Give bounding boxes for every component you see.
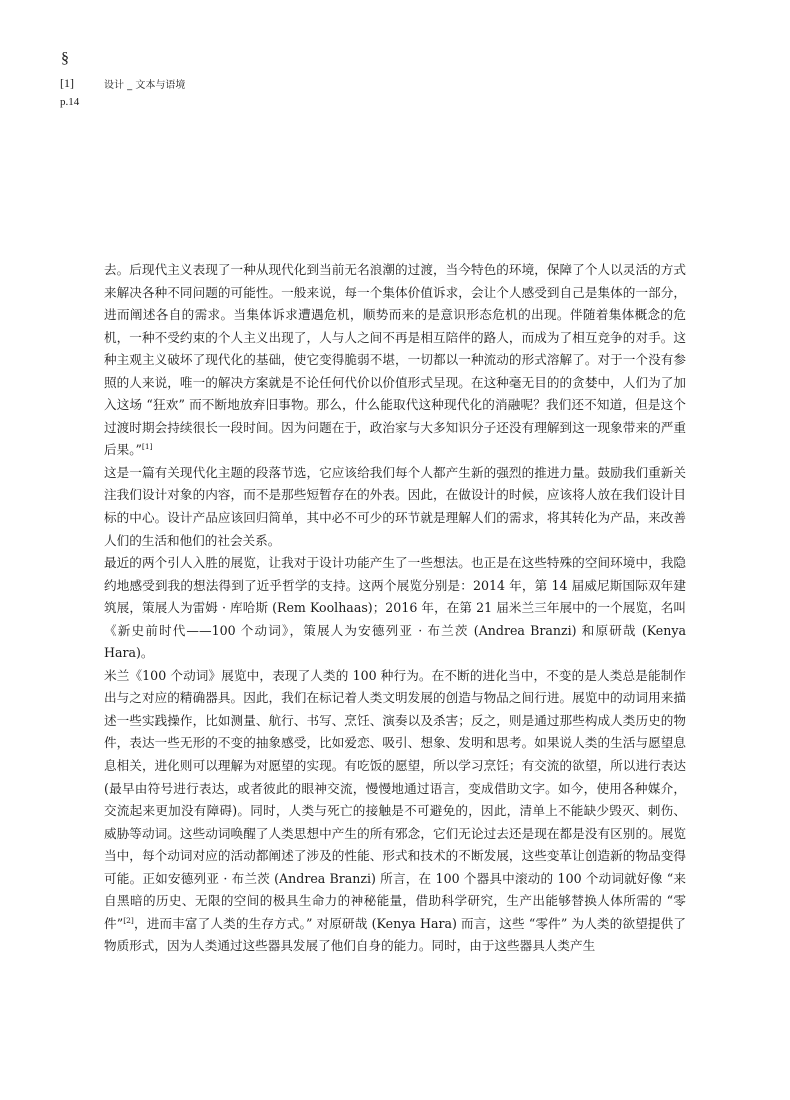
- paragraph: 这是一篇有关现代化主题的段落节选，它应该给我们每个人都产生新的强烈的推进力量。鼓励我们重新关注我们设计对象的内容，而不是那些短暂存在的外表。因此，在做设计的时候，应该将人放在我们设计目标的中心。设计产品应该回归简单，其中必不可少的环节就是理解人们的需求，将其转化为产品，来改善人们的生活和他们的社会关系。: [104, 464, 686, 548]
- paragraph: [104, 665, 686, 958]
- paragraph-text: ，进而丰富了人类的生存方式。” 对原研哉 (Kenya Hara) 而言，这些 “零件” 为人类的欲望提供了物质形式，因为人类通过这些器具发展了他们自身的能力。同时，由于这些器具人类产生: [104, 915, 686, 954]
- body-text: [104, 259, 686, 958]
- section-mark: §: [61, 50, 69, 67]
- footnote-marker[interactable]: [1]: [141, 442, 153, 452]
- page-number: p.14: [60, 96, 80, 108]
- running-head: 设计 _ 文本与语境: [104, 80, 186, 91]
- paragraph: [104, 259, 686, 462]
- paragraph: 最近的两个引人入胜的展览，让我对于设计功能产生了一些想法。也正是在这些特殊的空间环境中，我隐约地感受到我的想法得到了近乎哲学的支持。这两个展览分别是：2014 年，第 14 届威尼斯国际双年建筑展，策展人为雷姆 · 库哈斯 (Rem Koolhaas)；2016 年，在第 21 届米兰三年展中的一个展览，名叫《新史前时代——100 个动词》，策展人为安德列亚 · 布兰茨 (Andrea Branzi) 和原研哉 (Kenya Hara)。: [104, 555, 686, 661]
- paragraph-text: 去。后现代主义表现了一种从现代化到当前无名浪潮的过渡，当今特色的环境，保障了个人以灵活的方式来解决各种不同问题的可能性。一般来说，每一个集体价值诉求，会让个人感受到自己是集体的一部分，进而阐述各自的需求。当集体诉求遭遇危机，顺势而来的是意识形态危机的出现。伴随着集体概念的危机，一种不受约束的个人主义出现了，人与人之间不再是相互陪伴的路人，而成为了相互竞争的对手。这种主观主义破坏了现代化的基础，使它变得脆弱不堪，一切都以一种流动的形式溶解了。对于一个没有参照的人来说，唯一的解决方案就是不论任何代价以价值形式呈现。在这种毫无目的的贪婪中，人们为了加入这场 “狂欢” 而不断地放弃旧事物。那么，什么能取代这种现代化的消融呢？我们还不知道，但是这个过渡时期会持续很长一段时间。因为问题在于，政治家与大多知识分子还没有理解到这一现象带来的严重后果。”: [104, 262, 686, 458]
- footnote-reference: [1]: [60, 76, 74, 90]
- footnote-marker[interactable]: [2]: [123, 915, 134, 925]
- paragraph-text: 米兰《100 个动词》展览中，表现了人类的 100 种行为。在不断的进化当中，不变的是人类总是能制作出与之对应的精确器具。因此，我们在标记着人类文明发展的创造与物品之间行进。展览中的动词用来描述一些实践操作，比如测量、航行、书写、烹饪、演奏以及杀害；反之，则是通过那些构成人类历史的物件，表达一些无形的不变的抽象感受，比如爱恋、吸引、想象、发明和思考。如果说人类的生活与愿望息息相关，进化则可以理解为对愿望的实现。有吃饭的愿望，所以学习烹饪；有交流的欲望，所以进行表达 (最早由符号进行表达，或者彼此的眼神交流，慢慢地通过语言，变成借助文字。如今，使用各种媒介，交流起来更加没有障碍)。同时，人类与死亡的接触是不可避免的，因此，清单上不能缺少毁灭、刺伤、威胁等动词。这些动词唤醒了人类思想中产生的所有邪念，它们无论过去还是现在都是没有区别的。展览当中，每个动词对应的活动都阐述了涉及的性能、形式和技术的不断发展，这些变革让创造新的物品变得可能。正如安德列亚 · 布兰茨 (Andrea Branzi) 所言，在 100 个器具中滚动的 100 个动词就好像 “来自黑暗的历史、无限的空间的极具生命力的神秘能量，借助科学研究，生产出能够替换人体所需的 “零件”: [104, 667, 686, 931]
